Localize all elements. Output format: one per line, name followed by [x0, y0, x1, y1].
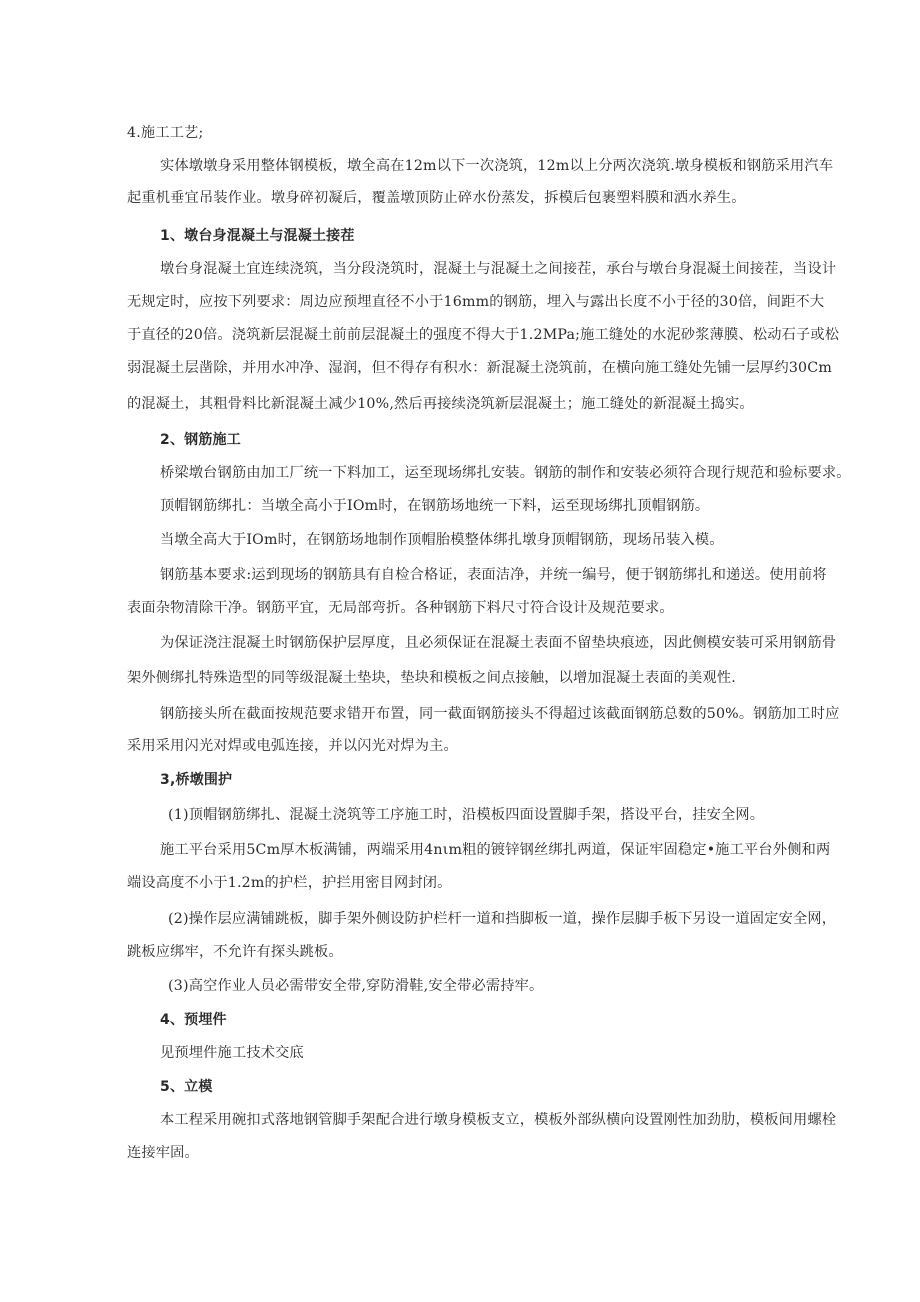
paragraph-line: 架外侧绑扎特殊造型的同等级混凝土垫块，垫块和模板之间点接触，以增加混凝土表面的美观性.: [127, 670, 736, 686]
heading-2: 2、钢筋施工: [160, 432, 241, 448]
paragraph-line: 见预埋件施工技术交底: [160, 1045, 304, 1061]
paragraph-line: 无规定时，应按下列要求：周边应预埋直径不小于16mm的钢筋，埋入与露出长度不小于径的30倍，间距不大: [127, 294, 825, 310]
paragraph-line: 顶帽钢筋绑扎：当墩全高小于IOm时，在钢筋场地统一下料，运至现场绑扎顶帽钢筋。: [160, 498, 710, 514]
paragraph-line: 施工平台采用5Cm厚木板满铺，两端采用4nιm粗的镀锌钢丝绑扎两道，保证牢固稳定•施工平台外侧和两: [160, 842, 831, 858]
paragraph-line: 于直径的20倍。浇筑新层混凝土前前层混凝土的强度不得大于1.2MPa;施工缝处的水泥砂浆薄膜、松动石子或松: [127, 327, 840, 343]
intro-line: 起重机垂宜吊装作业。墩身碎初凝后，覆盖墩顶防止碎水份蒸发，拆模后包裹塑料膜和洒水养生。: [127, 190, 746, 206]
heading-4: 4、预埋件: [160, 1012, 227, 1028]
paragraph-line: 跳板应绑牢，不允许有探头跳板。: [127, 944, 343, 960]
paragraph-line: 钢筋基本要求:运到现场的钢筋具有自检合格证，表面洁净，并统一编号，便于钢筋绑扎和递送。使用前将: [160, 567, 827, 583]
paragraph-line: 当墩全高大于IOm时，在钢筋场地制作顶帽胎模整体绑扎墩身顶帽钢筋，现场吊装入模。: [160, 532, 724, 548]
paragraph-line: 本工程采用碗扣式落地钢管脚手架配合进行墩身模板支立，模板外部纵横向设置刚性加劲肋，模板间用螺栓: [160, 1112, 837, 1128]
paragraph-line: 弱混凝土层凿除，并用水冲净、湿润，但不得存有积水：新混凝土浇筑前，在横向施工缝处先铺一层厚约30Cm: [127, 360, 832, 376]
paragraph-line: 表面杂物清除干净。钢筋平宜，无局部弯折。各种钢筋下料尺寸符合设计及规范要求。: [127, 600, 674, 616]
paragraph-line: 墩台身混凝土宜连续浇筑，当分段浇筑时，混凝土与混凝土之间接茬，承台与墩台身混凝土间接茬，当设计: [160, 261, 837, 277]
paragraph-line: 的混凝土，其粗骨料比新混凝土减少10%,然后再接续浇筑新层混凝土；施工缝处的新混凝土捣实。: [127, 396, 754, 412]
paragraph-line: 端设高度不小于1.2m的护栏，护拦用密目网封闭。: [127, 875, 452, 891]
heading-5: 5、立模: [160, 1079, 213, 1095]
paragraph-line: (1)顶帽钢筋绑扎、混凝土浇筑等工序施工时，沿模板四面设置脚手架，搭设平台，挂安全网。: [168, 807, 765, 823]
heading-3: 3,桥墩围护: [160, 772, 233, 788]
paragraph-line: (3)高空作业人员必需带安全带,穿防滑鞋,安全带必需持牢。: [168, 978, 544, 994]
paragraph-line: 连接牢固。: [127, 1145, 199, 1161]
section-title: 4.施工工艺;: [127, 125, 204, 141]
paragraph-line: 桥梁墩台钢筋由加工厂统一下料加工，运至现场绑扎安装。钢筋的制作和安装必须符合现行规范和验标要求。: [160, 465, 851, 481]
paragraph-line: 为保证浇注混凝土时钢筋保护层厚度，且必须保证在混凝土表面不留垫块痕迹，因此侧模安装可采用钢筋骨: [160, 635, 837, 651]
intro-line: 实体墩墩身采用整体钢模板，墩全高在12m以下一次浇筑，12m以上分两次浇筑.墩身模板和钢筋采用汽车: [160, 158, 834, 174]
heading-1: 1、墩台身混凝土与混凝土接茬: [160, 228, 355, 244]
paragraph-line: (2)操作层应满铺跳板，脚手架外侧设防护栏杆一道和挡脚板一道，操作层脚手板下另设一道固定安全网，: [168, 911, 837, 927]
paragraph-line: 钢筋接头所在截面按规范要求错开布置，同一截面钢筋接头不得超过该截面钢筋总数的50%。钢筋加工时应: [160, 706, 840, 722]
paragraph-line: 采用采用闪光对焊或电弧连接，并以闪光对焊为主。: [127, 738, 458, 754]
